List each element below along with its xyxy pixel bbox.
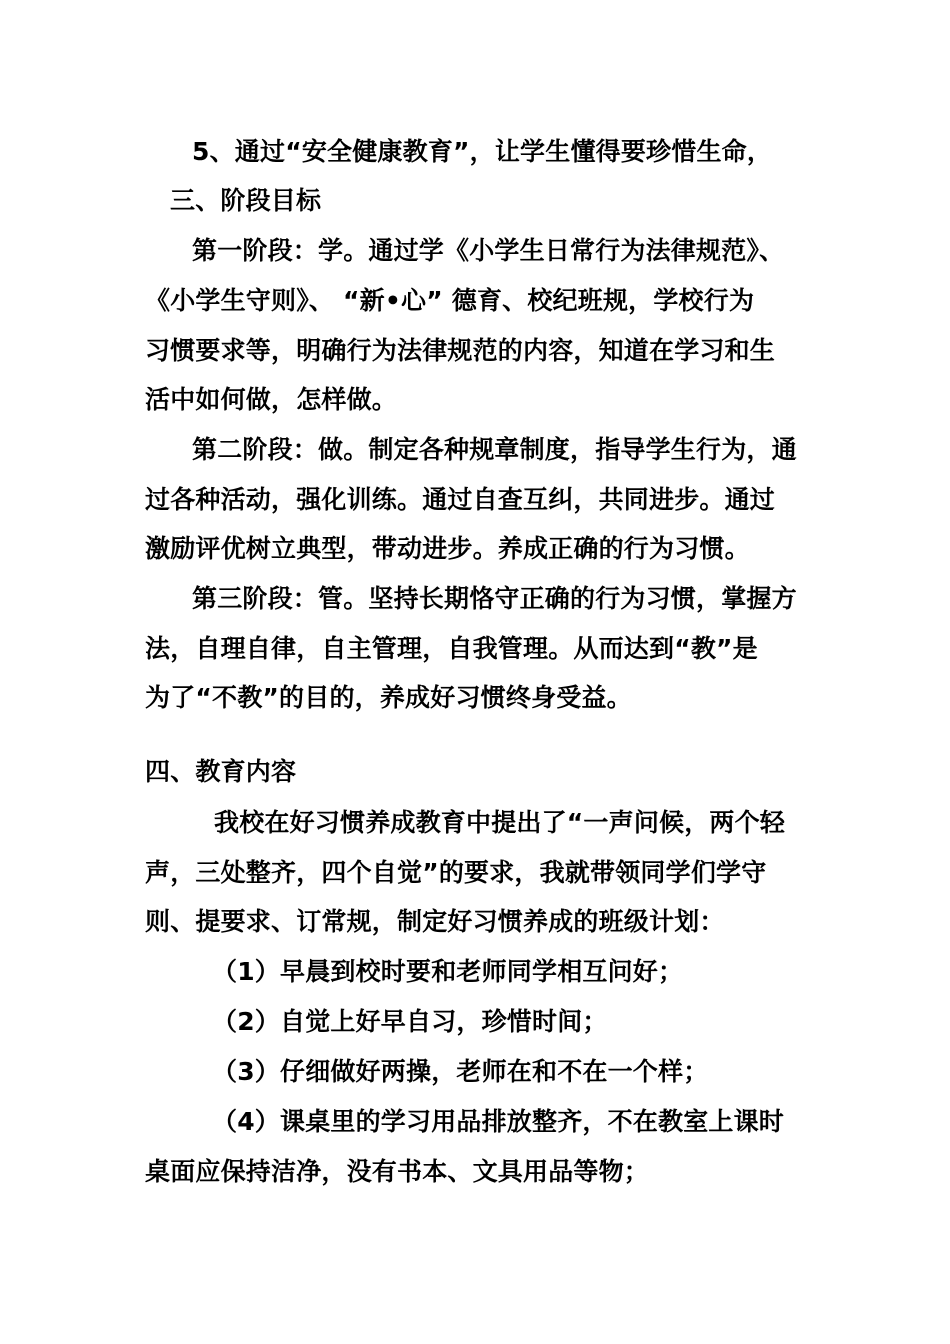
rule-4-line-2: 桌面应保持洁净，没有书本、文具用品等物； [145, 1157, 650, 1186]
stage-3-line-1: 第三阶段：管。坚持长期恪守正确的行为习惯，掌握方 [192, 584, 797, 613]
item-5-text: 5、通过“安全健康教育”，让学生懂得要珍惜生命， [192, 137, 773, 166]
stage-1-line-1: 第一阶段：学。通过学《小学生日常行为法律规范》、 [192, 236, 785, 265]
stage-2-line-3: 激励评优树立典型，带动进步。养成正确的行为习惯。 [145, 534, 750, 563]
section-4-heading: 四、教育内容 [145, 757, 297, 786]
stage-3-line-2: 法，自理自律，自主管理，自我管理。从而达到“教”是 [145, 634, 758, 663]
rule-1: （1）早晨到校时要和老师同学相互问好； [212, 957, 684, 986]
intro-line-2: 声，三处整齐，四个自觉”的要求，我就带领同学们学守 [145, 858, 767, 887]
intro-line-1: 我校在好习惯养成教育中提出了“一声问候，两个轻 [214, 808, 786, 837]
stage-1-line-4: 活中如何做，怎样做。 [145, 385, 398, 414]
rule-4-line-1: （4）课桌里的学习用品排放整齐，不在教室上课时 [212, 1107, 784, 1136]
stage-2-line-1: 第二阶段：做。制定各种规章制度，指导学生行为，通 [192, 435, 797, 464]
stage-3-line-3: 为了“不教”的目的，养成好习惯终身受益。 [145, 683, 632, 712]
rule-2: （2）自觉上好早自习，珍惜时间； [212, 1007, 608, 1036]
stage-1-line-3: 习惯要求等，明确行为法律规范的内容，知道在学习和生 [145, 336, 776, 365]
intro-line-3: 则、提要求、订常规，制定好习惯养成的班级计划： [145, 907, 725, 936]
section-3-heading: 三、阶段目标 [170, 186, 322, 215]
rule-3: （3）仔细做好两操，老师在和不在一个样； [212, 1057, 709, 1086]
stage-1-line-2: 《小学生守则》、 “新•心” 德育、校纪班规，学校行为 [145, 286, 755, 315]
stage-2-line-2: 过各种活动，强化训练。通过自查互纠，共同进步。通过 [145, 485, 776, 514]
